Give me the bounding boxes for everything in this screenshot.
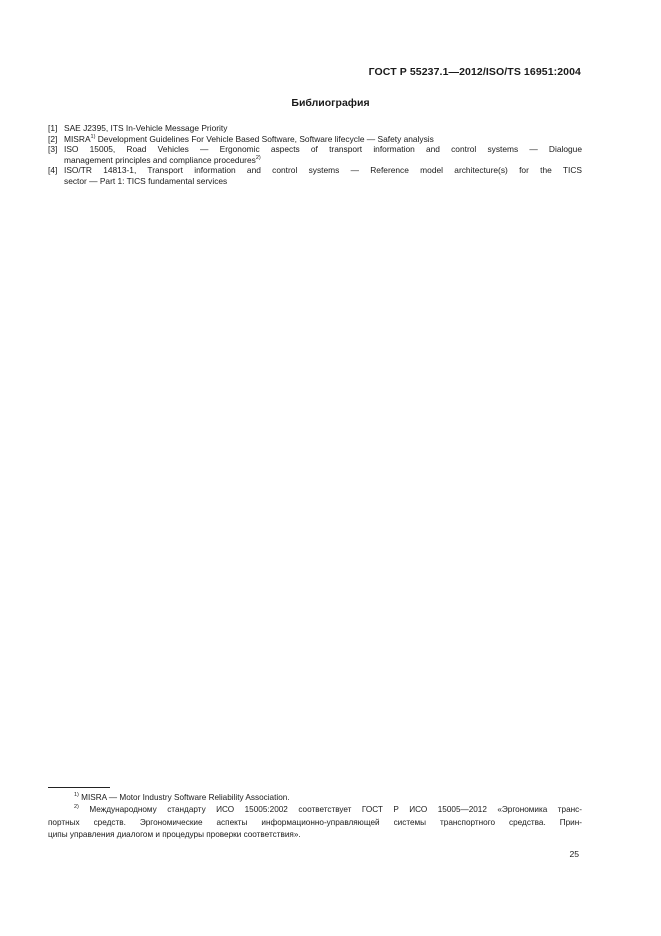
reference-item-2 — [48, 134, 582, 145]
reference-text — [64, 134, 582, 145]
reference-text-rest: Development Guidelines For Vehicle Based Software, Software lifecycle — Safety analysis — [95, 133, 434, 144]
footnote-text: Международному стандарту ИСО 15005:2002 соответствует ГОСТ Р ИСО 15005—2012 «Эргономика транс- — [78, 805, 582, 815]
footnote-text-line-1 — [48, 804, 582, 816]
footnote-text: MISRA — Motor Industry Software Reliability Association. — [78, 793, 290, 802]
footnote-ref-2: 2) — [255, 154, 261, 161]
footnote-ref-1: 1) — [90, 133, 96, 140]
reference-text — [64, 165, 582, 186]
reference-text-line-2 — [64, 155, 582, 166]
footnote-text-line-2: портных средств. Эргономические аспекты информационно-управляющей системы транспортного средства. Прин- — [48, 817, 582, 827]
footnote-1 — [48, 792, 582, 804]
footnotes — [48, 792, 582, 842]
footnote-marker: 1) — [74, 792, 79, 798]
footnote-text-line-3: ципы управления диалогом и процедуры проверки соответствия». — [48, 830, 301, 840]
reference-text-start: MISRA — [64, 133, 91, 144]
reference-text: SAE J2395, ITS In-Vehicle Message Priority — [64, 123, 228, 133]
bibliography-title: Библиография — [291, 97, 370, 109]
reference-item-4 — [48, 165, 582, 186]
footnote-marker: 2) — [74, 804, 79, 811]
footnote-2 — [48, 804, 582, 841]
reference-text-line-1: ISO/TR 14813-1, Transport information and control systems — Reference model architecture(s) for the TICS — [64, 165, 582, 176]
reference-text-line-1: ISO 15005, Road Vehicles — Ergonomic aspects of transport information and control systems — Dialogue — [64, 144, 582, 155]
page-number: 25 — [569, 849, 579, 859]
reference-text — [64, 144, 582, 165]
reference-number: [2] — [48, 133, 58, 144]
footnote-separator — [48, 787, 110, 788]
reference-number: [4] — [48, 165, 58, 176]
reference-item-1 — [48, 123, 582, 134]
reference-number: [1] — [48, 123, 58, 133]
reference-item-3 — [48, 144, 582, 165]
reference-number: [3] — [48, 144, 58, 155]
reference-text-line-2-text: management principles and compliance procedures — [64, 154, 256, 165]
reference-text-line-2: sector — Part 1: TICS fundamental services — [64, 175, 228, 186]
bibliography-list — [48, 123, 582, 187]
standard-code-header: ГОСТ Р 55237.1—2012/ISO/TS 16951:2004 — [368, 66, 581, 78]
